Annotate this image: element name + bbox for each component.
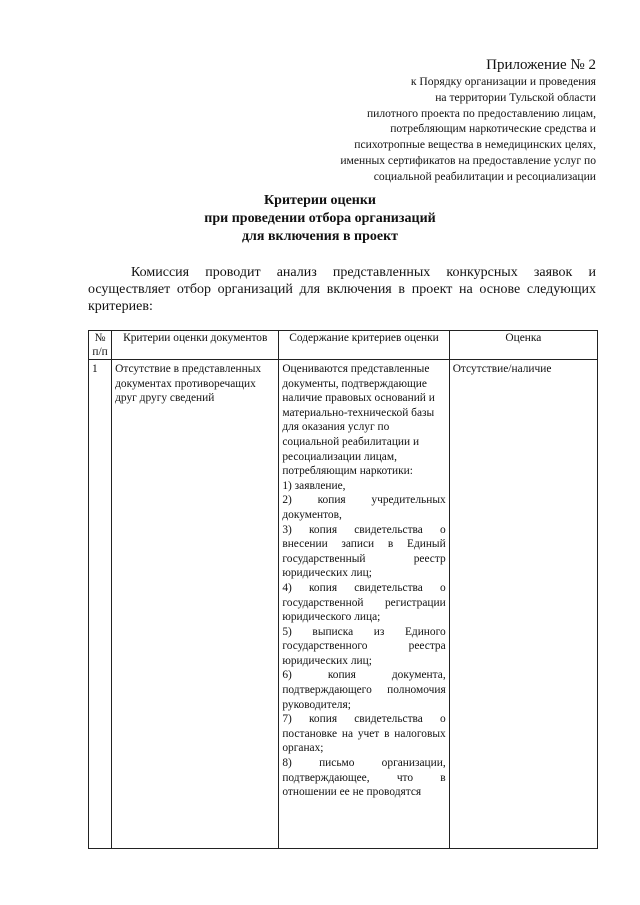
cell-content — [279, 360, 449, 849]
criteria-table — [88, 330, 598, 849]
header-score: Оценка — [449, 331, 597, 360]
heading-line-2: при проведении отбора организаций — [204, 211, 436, 226]
cell-num: 1 — [89, 360, 112, 849]
content-item: 3) копия свидетельства о внесении записи в Единый государственный реестр юридических лиц; — [282, 523, 446, 580]
content-item: 7) копия свидетельства о постановке на учет в налоговых органах; — [282, 713, 446, 755]
content-intro: Оцениваются представленные документы, подтверждающие наличие правовых оснований и материально-технической базы для оказания услуг по социальной реабилитации и ресоциализации лицам, потребляющим наркотики: — [282, 363, 435, 478]
table-row — [89, 360, 598, 849]
heading-line-3: для включения в проект — [241, 229, 399, 244]
content-item: 2) копия учредительных документов, — [282, 494, 446, 521]
header-criteria: Критерии оценки документов — [112, 331, 279, 360]
content-item: 4) копия свидетельства о государственной регистрации юридического лица; — [282, 581, 446, 624]
heading-line-1: Критерии оценки — [264, 193, 376, 208]
header-num: № п/п — [89, 331, 112, 360]
appendix-line: социальной реабилитации и ресоциализации — [373, 169, 596, 183]
appendix-title: Приложение № 2 — [486, 57, 596, 73]
cell-criteria: Отсутствие в представленных документах противоречащих друг другу сведений — [112, 360, 279, 849]
intro-paragraph: Комиссия проводит анализ представленных конкурсных заявок и осуществляет отбор организаций для включения в проект на основе следующих критериев: — [88, 265, 596, 314]
content-item: 1) заявление, — [282, 479, 346, 492]
appendix-line: психотропные вещества в немедицинских целях, — [354, 138, 596, 152]
content-item: 5) выписка из Единого государственного реестра юридических лиц; — [282, 625, 446, 667]
content-item: 6) копия документа, подтверждающего полномочия руководителя; — [282, 669, 446, 711]
appendix-line: к Порядку организации и проведения — [410, 75, 596, 88]
appendix-line: на территории Тульской области — [435, 90, 596, 104]
content-item: 8) письмо организации, подтверждающее, что в отношении ее не проводятся — [282, 757, 446, 799]
appendix-line: потребляющим наркотические средства и — [390, 122, 596, 136]
appendix-line: пилотного проекта по предоставлению лицам, — [366, 106, 596, 120]
appendix-block — [340, 56, 596, 185]
cell-score: Отсутствие/наличие — [449, 360, 597, 849]
content-clip — [282, 362, 445, 848]
table-header-row — [89, 331, 598, 360]
document-heading — [0, 192, 640, 246]
header-content: Содержание критериев оценки — [279, 331, 449, 360]
appendix-line: именных сертификатов на предоставление услуг по — [340, 153, 596, 167]
